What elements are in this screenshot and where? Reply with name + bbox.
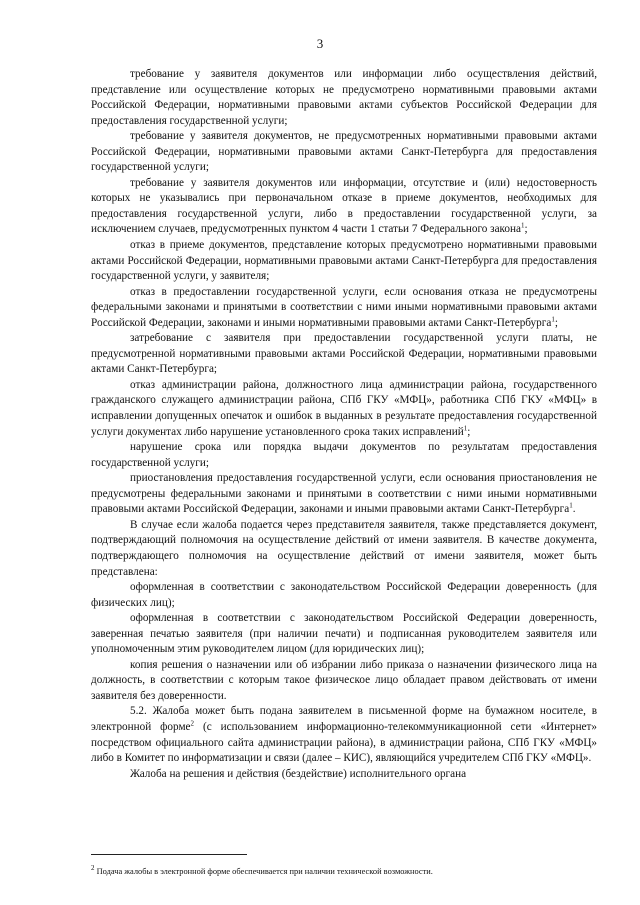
footnote-divider (91, 854, 247, 855)
paragraph: Жалоба на решения и действия (бездействие) исполнительного органа (130, 767, 467, 780)
page-number: 3 (316, 36, 324, 51)
paragraph: оформленная в соответствии с законодательством Российской Федерации доверенность (для физических лиц); (91, 581, 597, 609)
paragraph: затребование с заявителя при предоставлении государственной услуги платы, не предусмотренной нормативными правовыми актами Российской Федерации, нормативными правовыми актами Санкт-Петербурга; (91, 332, 597, 376)
footnote-text: Подача жалобы в электронной форме обеспечивается при наличии технической возможности. (94, 867, 433, 876)
paragraph: требование у заявителя документов, не предусмотренных нормативными правовыми актами Российской Федерации, нормативными правовыми актами Санкт-Петербурга для предоставления государственной услуги; (91, 130, 597, 174)
paragraph: отказ в предоставлении государственной услуги, если основания отказа не предусмотрены федеральными законами и принятыми в соответствии с ними иными нормативными правовыми актами Российской Федерации, законами и иными нормативными правовыми актами Санкт-Петербурга$^1$; (91, 285, 597, 329)
footnote-ref: 2 (190, 719, 194, 728)
footnote-ref: 1 (520, 221, 525, 230)
paragraph: оформленная в соответствии с законодательством Российской Федерации доверенность, заверенная печатью заявителя (при наличии печати) и подписанная руководителем заявителя или уполномоченным этим руководителем лицом (для юридических лиц); (91, 612, 597, 656)
paragraph: 5.2. Жалоба может быть подана заявителем в письменной форме на бумажном носителе, в электронной форме$^2$ (с использованием информационно-телекоммуникационной сети «Интернет» посредством официального сайта администрации района), в администрации района, СПб ГКУ «МФЦ» либо в Комитет по информатизации и связи (далее – КИС), являющийся учредителем СПб ГКУ «МФЦ». (91, 705, 598, 765)
paragraph: В случае если жалоба подается через представителя заявителя, также представляется документ, подтверждающий полномочия на осуществление действий от имени заявителя. В качестве документа, подтверждающего полномочия на осуществление действий от имени заявителя, может быть представлена: (91, 518, 597, 578)
document-body (91, 67, 597, 782)
paragraph: копия решения о назначении или об избрании либо приказа о назначении физического лица на должность, в соответствии с которым такое физическое лицо обладает правом действовать от имени заявителя без доверенности. (91, 658, 597, 702)
paragraph: приостановления предоставления государственной услуги, если основания приостановления не предусмотрены федеральными законами и принятыми в соответствии с ними иными нормативными правовыми актами Российской Федерации, законами и иными правовыми актами Санкт-Петербурга$^1$. (91, 472, 597, 516)
paragraph: отказ в приеме документов, представление которых предусмотрено нормативными правовыми актами Российской Федерации, нормативными правовыми актами Санкт-Петербурга для предоставления государственной услуги, у заявителя; (91, 239, 597, 283)
footnote-ref: 1 (463, 423, 468, 432)
footnote-ref: 1 (569, 501, 573, 510)
footnote-marker: 2 (91, 864, 95, 873)
paragraph: нарушение срока или порядка выдачи документов по результатам предоставления государственной услуги; (91, 441, 597, 469)
footnote-ref: 1 (551, 315, 555, 324)
paragraph: отказ администрации района, должностного лица администрации района, государственного гражданского служащего администрации района, СПб ГКУ «МФЦ», работника СПб ГКУ «МФЦ» в исправлении допущенных опечаток и ошибок в выданных в результате предоставления государственной услуги документах либо нарушение установленного срока таких исправлений$^1$; (91, 378, 597, 438)
footnote (91, 866, 597, 877)
paragraph: требование у заявителя документов или информации либо осуществления действий, представление или осуществление которых не предусмотрено нормативными правовыми актами Российской Федерации, нормативными правовыми актами субъектов Российской Федерации для предоставления государственной услуги; (91, 68, 597, 127)
paragraph: требование у заявителя документов или информации, отсутствие и (или) недостоверность которых не указывались при первоначальном отказе в приеме документов, необходимых для предоставления государственной услуги, либо в предоставлении государственной услуги, за исключением случаев, предусмотренных пунктом 4 части 1 статьи 7 Федерального закона$^1$; (91, 176, 597, 236)
